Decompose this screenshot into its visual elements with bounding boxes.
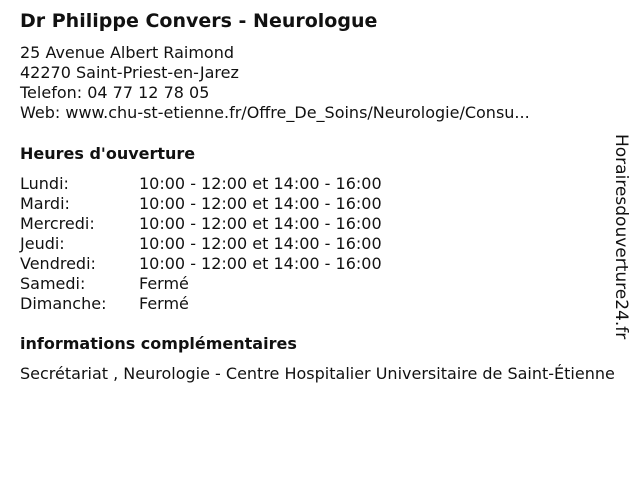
additional-info-heading: informations complémentaires [20, 334, 297, 353]
hours-day: Lundi: [20, 174, 69, 193]
hours-row-wednesday [20, 214, 382, 234]
hours-time: 10:00 - 12:00 et 14:00 - 16:00 [139, 174, 382, 193]
hours-day: Samedi: [20, 274, 86, 293]
contact-address-block [20, 43, 530, 123]
hours-day: Jeudi: [20, 234, 65, 253]
phone-number: Telefon: 04 77 12 78 05 [20, 83, 210, 102]
hours-time: 10:00 - 12:00 et 14:00 - 16:00 [139, 194, 382, 213]
hours-row-thursday [20, 234, 382, 254]
hours-time: 10:00 - 12:00 et 14:00 - 16:00 [139, 214, 382, 233]
hours-time: Fermé [139, 294, 189, 313]
hours-row-friday [20, 254, 382, 274]
page-title: Dr Philippe Convers - Neurologue [20, 10, 378, 32]
site-brand-vertical [612, 134, 634, 346]
opening-hours-heading: Heures d'ouverture [20, 144, 196, 163]
site-brand-text: Horairesdouverture24.fr [611, 134, 631, 340]
hours-row-monday [20, 174, 382, 194]
street-address: 25 Avenue Albert Raimond [20, 43, 234, 62]
hours-day: Mardi: [20, 194, 70, 213]
city-address: 42270 Saint-Priest-en-Jarez [20, 63, 239, 82]
hours-time: 10:00 - 12:00 et 14:00 - 16:00 [139, 254, 382, 273]
hours-day: Dimanche: [20, 294, 107, 313]
hours-day: Vendredi: [20, 254, 96, 273]
hours-day: Mercredi: [20, 214, 95, 233]
hours-time: Fermé [139, 274, 189, 293]
opening-hours-table [20, 174, 382, 314]
hours-time: 10:00 - 12:00 et 14:00 - 16:00 [139, 234, 382, 253]
additional-info-text: Secrétariat , Neurologie - Centre Hospitalier Universitaire de Saint-Étienne [20, 364, 615, 383]
hours-row-sunday [20, 294, 382, 314]
hours-row-saturday [20, 274, 382, 294]
hours-row-tuesday [20, 194, 382, 214]
website-link[interactable]: Web: www.chu-st-etienne.fr/Offre_De_Soins/Neurologie/Consu... [20, 103, 530, 122]
